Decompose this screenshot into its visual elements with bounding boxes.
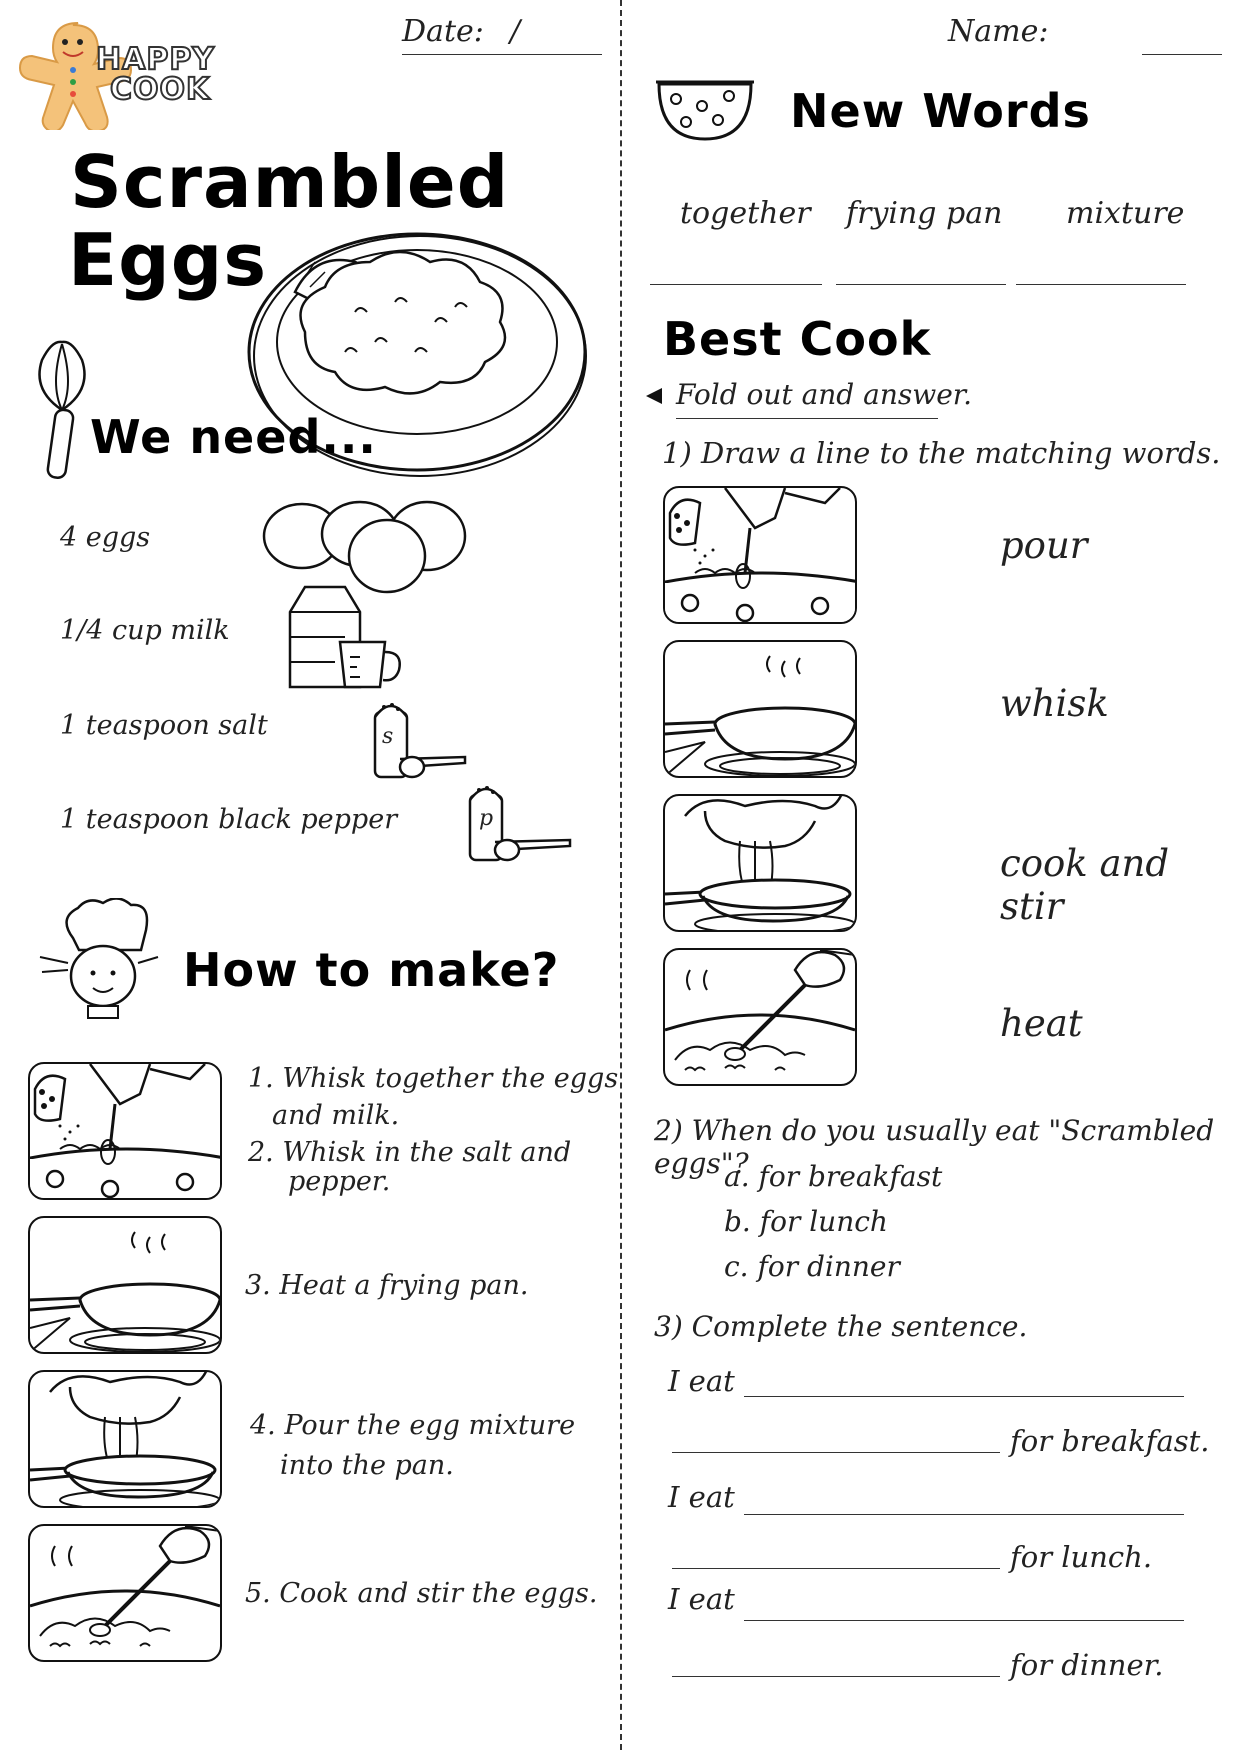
step-5-image (28, 1524, 222, 1662)
sentence-2-start: I eat (668, 1480, 735, 1514)
match-word-heat[interactable]: heat (1000, 1002, 1083, 1045)
sentence-3-blank-a[interactable] (744, 1620, 1184, 1621)
step-1-line2: and milk. (272, 1100, 400, 1131)
step-2-line1: 2. Whisk in the salt and (248, 1137, 572, 1168)
match-image-whisk[interactable] (663, 486, 857, 624)
whisk-icon (32, 340, 92, 480)
date-field[interactable] (402, 54, 602, 55)
sentence-1-end: for breakfast. (1010, 1424, 1210, 1458)
how-to-make-heading: How to make? (183, 943, 560, 997)
ingredient-salt: 1 teaspoon salt (60, 710, 268, 741)
question-3: 3) Complete the sentence. (654, 1310, 1028, 1343)
milk-carton-icon (285, 582, 405, 692)
sentence-1-start: I eat (668, 1364, 735, 1398)
step-4-image (28, 1370, 222, 1508)
match-word-whisk[interactable]: whisk (1000, 682, 1109, 725)
new-word-mixture: mixture (1066, 196, 1185, 231)
eggs-icon (262, 496, 472, 596)
ingredient-eggs: 4 eggs (60, 522, 151, 553)
date-slash: / (510, 14, 521, 49)
best-cook-heading: Best Cook (663, 312, 932, 366)
sentence-2-blank-b[interactable] (672, 1568, 1000, 1569)
step-4-line1: 4. Pour the egg mixture (250, 1410, 576, 1441)
fold-instruction: Fold out and answer. (676, 378, 972, 411)
question-2: 2) When do you usually eat "Scrambled eggs"? (654, 1114, 1215, 1180)
instruction-underline (676, 418, 938, 419)
we-need-heading: We need... (90, 410, 377, 464)
sentence-3-end: for dinner. (1010, 1648, 1164, 1682)
pepper-shaker-label: p (479, 806, 494, 831)
name-label: Name: (948, 14, 1049, 49)
match-image-stir[interactable] (663, 948, 857, 1086)
new-word-frying-pan: frying pan (846, 196, 1003, 231)
option-dinner[interactable]: c. for dinner (724, 1250, 900, 1283)
match-word-pour[interactable]: pour (1000, 524, 1088, 567)
step-1-image (28, 1062, 222, 1200)
match-image-pour[interactable] (663, 794, 857, 932)
sentence-3-blank-b[interactable] (672, 1676, 1000, 1677)
salt-shaker-label: s (382, 724, 394, 749)
logo-text-cook: COOK (110, 72, 211, 107)
new-word-together: together (680, 196, 811, 231)
new-word-blank-3[interactable] (1016, 284, 1186, 285)
sentence-1-blank-b[interactable] (672, 1452, 1000, 1453)
recipe-title-line2: Eggs (68, 218, 268, 302)
step-1-line1: 1. Whisk together the eggs (248, 1063, 619, 1094)
option-breakfast[interactable]: a. for breakfast (724, 1160, 943, 1193)
step-3-text: 3. Heat a frying pan. (245, 1270, 529, 1301)
new-words-heading: New Words (790, 84, 1091, 138)
step-2-line2: pepper. (288, 1166, 391, 1197)
ingredient-pepper: 1 teaspoon black pepper (60, 804, 398, 835)
logo-text-happy: HAPPY (96, 42, 216, 77)
step-3-image (28, 1216, 222, 1354)
date-label: Date: (402, 14, 484, 49)
bowl-icon (654, 74, 756, 144)
arrow-left-icon (644, 386, 664, 406)
name-field[interactable] (1142, 54, 1222, 55)
fold-line (620, 0, 622, 1750)
question-1: 1) Draw a line to the matching words. (662, 436, 1221, 470)
new-word-blank-2[interactable] (836, 284, 1006, 285)
chef-icon (38, 898, 168, 1023)
new-word-blank-1[interactable] (650, 284, 822, 285)
option-lunch[interactable]: b. for lunch (724, 1205, 888, 1238)
match-image-heat[interactable] (663, 640, 857, 778)
sentence-1-blank-a[interactable] (744, 1396, 1184, 1397)
step-4-line2: into the pan. (280, 1450, 454, 1481)
sentence-2-blank-a[interactable] (744, 1514, 1184, 1515)
sentence-2-end: for lunch. (1010, 1540, 1153, 1574)
step-5-text: 5. Cook and stir the eggs. (245, 1578, 598, 1609)
logo (18, 20, 228, 130)
ingredient-milk: 1/4 cup milk (60, 615, 230, 646)
match-word-cook-and-stir[interactable]: cook and stir (1000, 842, 1170, 928)
recipe-title-line1: Scrambled (70, 140, 510, 224)
sentence-3-start: I eat (668, 1582, 735, 1616)
